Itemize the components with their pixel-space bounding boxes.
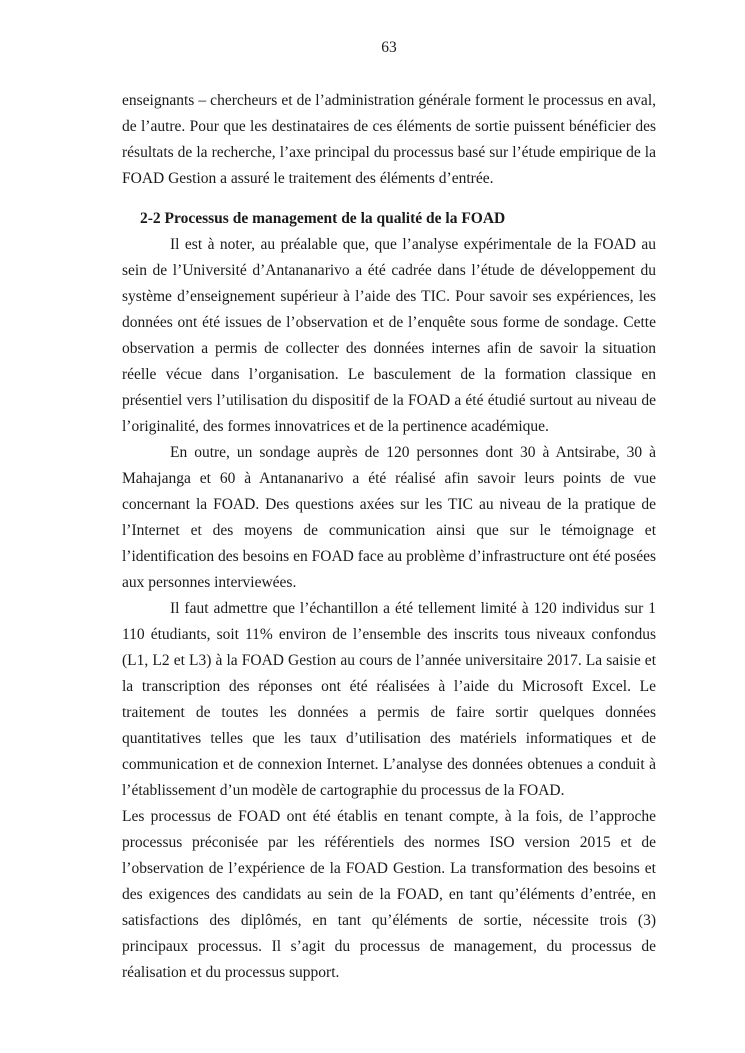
paragraph-sondage: En outre, un sondage auprès de 120 personnes dont 30 à Antsirabe, 30 à Mahajanga et 60 à Antananarivo a été réalisé afin savoir leurs points de vue concernant la FOAD. Des questions axées sur les TIC au niveau de la pratique de l’Internet et des moyens de communication ainsi que sur le témoignage et l’identification des besoins en FOAD face au problème d’infrastructure ont été posées aux personnes interviewées.	[122, 444, 656, 591]
paragraph-processus: Les processus de FOAD ont été établis en tenant compte, à la fois, de l’approche processus préconisée par les référentiels des normes ISO version 2015 et de l’observation de l’expérience de la FOAD Gestion. La transformation des besoins et des exigences des candidats au sein de la FOAD, en tant qu’éléments d’entrée, en satisfactions des diplômés, en tant qu’éléments de sortie, nécessite trois (3) principaux processus. Il s’agit du processus de management, du processus de réalisation et du processus support.	[122, 808, 656, 981]
paragraph-intro: enseignants – chercheurs et de l’administration générale forment le processus en aval, de l’autre. Pour que les destinataires de ces éléments de sortie puissent bénéficier des résultats de la recherche, l’axe principal du processus basé sur l’étude empirique de la FOAD Gestion a assuré le traitement des éléments d’entrée.	[122, 92, 656, 187]
paragraph-echantillon: Il faut admettre que l’échantillon a été tellement limité à 120 individus sur 1 110 étudiants, soit 11% environ de l’ensemble des inscrits tous niveaux confondus (L1, L2 et L3) à la FOAD Gestion au cours de l’année universitaire 2017. La saisie et la transcription des réponses ont été réalisées à l’aide du Microsoft Excel. Le traitement de toutes les données a permis de faire sortir quelques données quantitatives telles que les taux d’utilisation des matériels informatiques et de communication et de connexion Internet. L’analyse des données obtenues a conduit à l’établissement d’un modèle de cartographie du processus de la FOAD.	[122, 600, 656, 799]
section-heading: 2-2 Processus de management de la qualité de la FOAD	[140, 210, 506, 227]
document-body	[122, 88, 656, 986]
paragraph-analysis: Il est à noter, au préalable que, que l’analyse expérimentale de la FOAD au sein de l’Université d’Antananarivo a été cadrée dans l’étude de développement du système d’enseignement supérieur à l’aide des TIC. Pour savoir ses expériences, les données ont été issues de l’observation et de l’enquête sous forme de sondage. Cette observation a permis de collecter des données internes afin de savoir la situation réelle vécue dans l’organisation. Le basculement de la formation classique en présentiel vers l’utilisation du dispositif de la FOAD a été étudié surtout au niveau de l’originalité, des formes innovatrices et de la pertinence académique.	[122, 236, 656, 435]
page-number: 63	[381, 39, 397, 56]
